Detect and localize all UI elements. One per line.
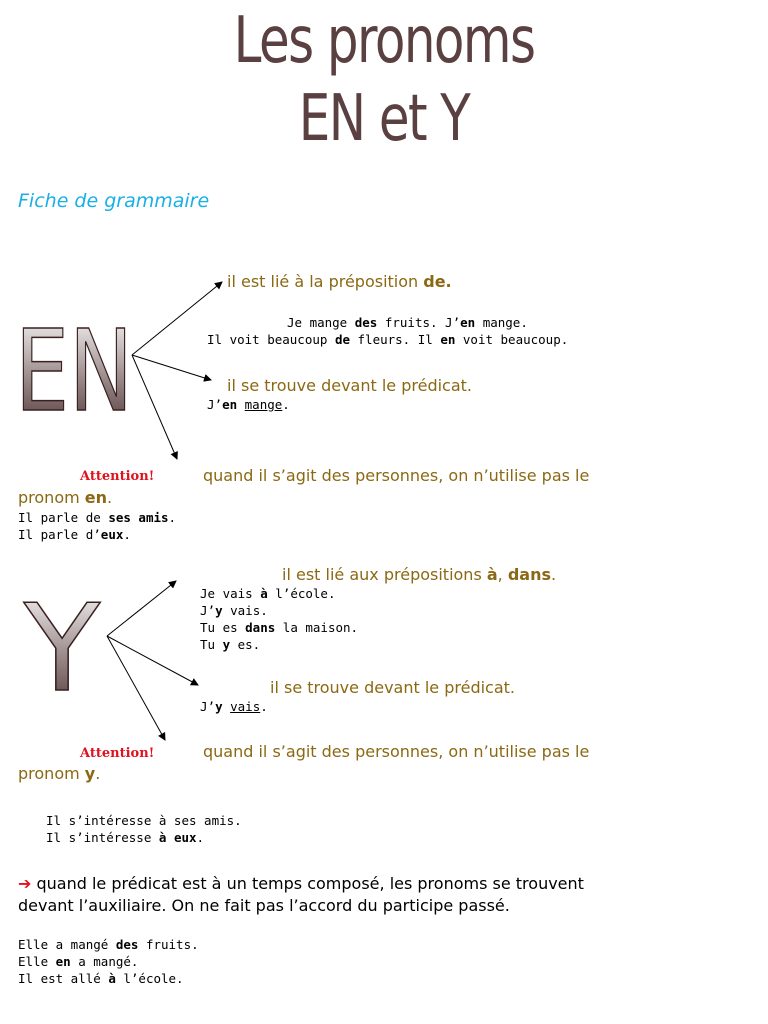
en-rule-3-examples [18,509,176,543]
y-example-3: Tu es dans la maison. [200,620,359,635]
y-rule-1: il est lié aux prépositions à, dans. [282,565,557,584]
page-subtitle: Fiche de grammaire [18,190,210,212]
y-example-2: J’y vais. [200,603,268,618]
page-title-line-2: EN et Y [298,82,470,156]
en-rule-3-line-1: quand il s’agit des personnes, on n’utilise pas le [203,466,590,485]
compound-example-3: Il est allé à l’école. [18,971,184,986]
y-rule-3-examples [46,812,242,846]
y-rule-2-example: J’y vais. [200,699,268,714]
en-example-2: Il voit beaucoup de fleurs. Il en voit beaucoup. [207,332,569,347]
en-arrow-2 [132,355,211,380]
y-rule-3-line-2: pronom y. [18,764,101,783]
en-rule-1: il est lié à la préposition de. [227,272,452,291]
en-rule-3-line-2: pronom en. [18,488,113,507]
svg-text:EN: EN [15,307,133,437]
en-big-letters [15,307,133,437]
en-rule-2: il se trouve devant le prédicat. [227,376,473,395]
y-example-1: Je vais à l’école. [200,586,336,601]
y-person-example-1: Il s’intéresse à ses amis. [46,813,242,828]
compound-example-1: Elle a mangé des fruits. [18,937,199,952]
en-rule-1-examples [207,314,568,348]
y-big-letter [23,580,101,719]
y-example-4: Tu y es. [200,637,261,652]
en-person-example-1: Il parle de ses amis. [18,510,177,525]
y-arrow-1 [107,581,176,636]
compound-example-2: Elle en a mangé. [18,954,139,969]
en-example-1: Je mange des fruits. J’en mange. [287,315,528,330]
y-rule-1-examples [200,585,358,653]
y-rule-2: il se trouve devant le prédicat. [270,678,516,697]
compound-tense-rule: ➔ quand le prédicat est à un temps composé, les pronoms se trouvent devant l’auxiliaire. On ne fait pas l’accord du participe passé. [18,874,584,915]
en-arrow-3 [132,355,177,459]
en-attention-label: Attention! [80,469,155,484]
svg-text:Y: Y [22,580,101,719]
y-rule-3-line-1: quand il s’agit des personnes, on n’utilise pas le [203,742,590,761]
compound-tense-examples [18,936,199,987]
page-title-line-1: Les pronoms [233,4,535,78]
y-attention-label: Attention! [80,746,155,761]
en-person-example-2: Il parle d’eux. [18,527,131,542]
en-rule-2-example: J’en mange. [207,397,290,412]
y-person-example-2: Il s’intéresse à eux. [46,830,205,845]
arrow-right-icon: ➔ [18,874,32,893]
